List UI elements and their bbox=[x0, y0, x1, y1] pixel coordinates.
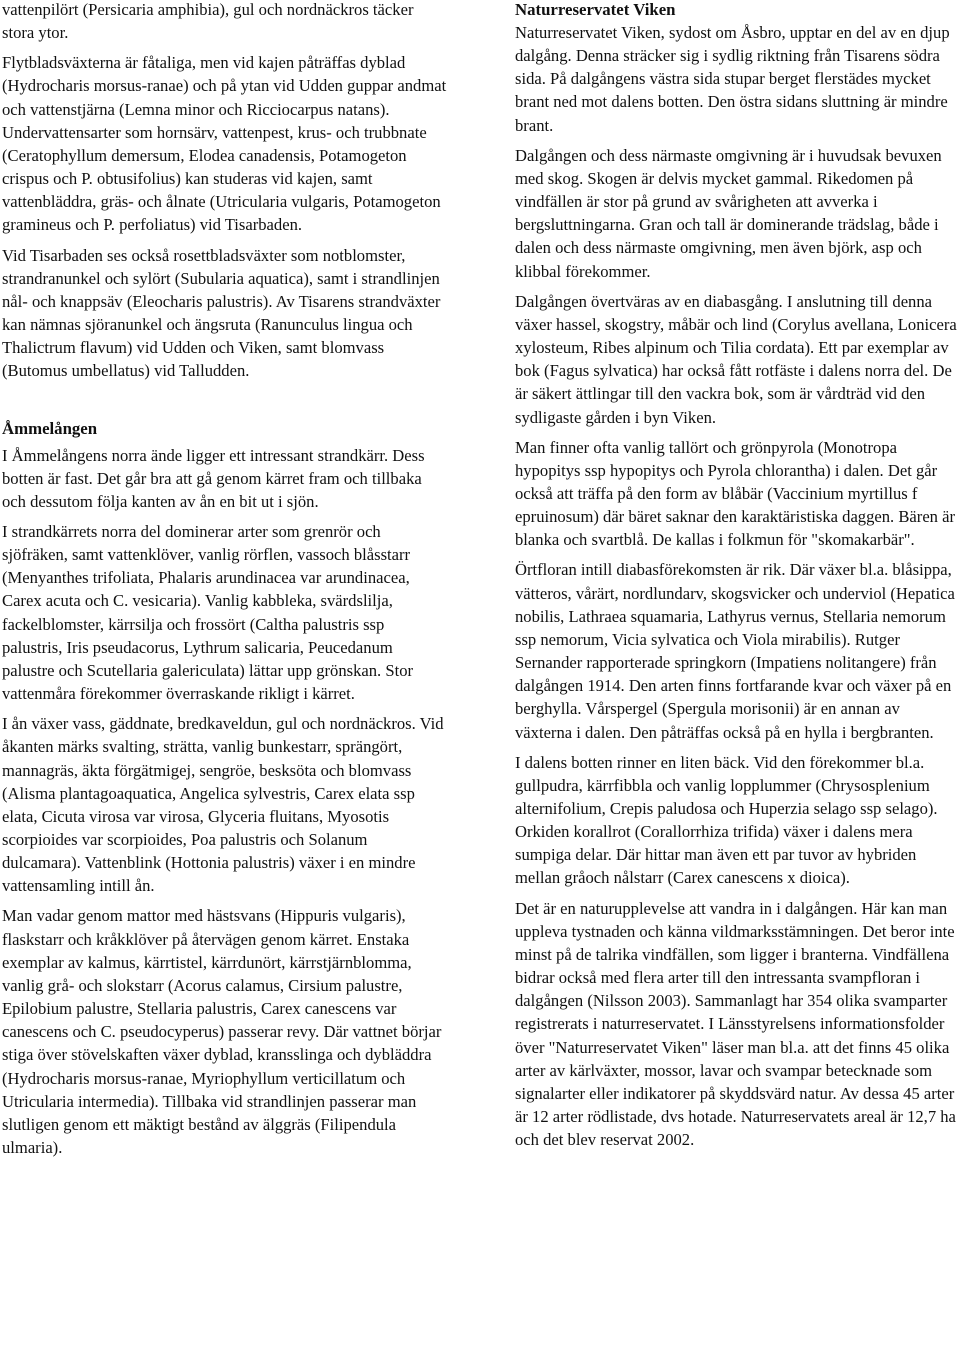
paragraph-flytbladsvaxter: Flytbladsväxterna är fåtaliga, men vid kajen påträffas dyblad (Hydrocharis morsus-ranae) och på ytan vid Udden guppar andmat och vattenstjärna (Lemna minor och Ricciocarpus natans). Undervattensarter som hornsärv, vattenpest, krus- och trubbnate (Ceratophyllum demersum, Elodea canadensis, Potamogeton crispus och P. obtusifolius) kan studeras vid kajen, samt vattenbläddra, gräs- och ålnate (Utricularia vulgaris, Potamogeton gramineus och P. perfoliatus) vid Tisarbaden. bbox=[2, 53, 447, 235]
paragraph-persicaria: vattenpilört (Persicaria amphibia), gul och nordnäckros täcker stora ytor. bbox=[2, 0, 414, 43]
paragraph-i-an: I ån växer vass, gäddnate, bredkaveldun, gul och nordnäckros. Vid åkanten märks svalting, strätta, vanlig bunkestarr, sprängört, mannagräs, äkta förgätmigej, sengröe, besksöta och blomvass (Alisma plantagoaquatica, Angelica sylvestris, Carex elata ssp elata, Cicuta virosa var virosa, Glyceria fluitans, Myosotis scorpioides var scorpioides, Poa palustris och Solanum dulcamara). Vattenblink (Hottonia palustris) växer i en mindre vattensamling intill ån. bbox=[2, 714, 444, 896]
paragraph-naturupplevelse: Det är en naturupplevelse att vandra in i dalgången. Här kan man uppleva tystnaden och känna vildmarksstämningen. Det beror inte minst på de talrika vindfällen, som ligger i branterna. Vindfällena bidrar också med flera arter till den intressanta svampfloran i dalgången (Nilsson 2003). Sammanlagt har 354 olika svamparter registrerats i naturreservatet. I Länsstyrelsens informationsfolder över "Naturreservatet Viken" läser man bl.a. att det finns 45 olika arter av kärlväxter, mossor, lavar och svampar betecknade som signalarter eller indikatorer på skyddsvärd natur. Av dessa 45 arter är 12 arter rödlistade, dvs hotade. Naturreservatets areal är 12,7 ha och det blev reservat 2002. bbox=[515, 898, 956, 1150]
section-heading-ammelangen: Åmmelången bbox=[2, 418, 98, 438]
paragraph-strandkarr-norra-del: I strandkärrets norra del dominerar arter som grenrör och sjöfräken, samt vattenklöver, vanlig rörflen, vassoch blåsstarr (Menyanthes trifoliata, Phalaris arundinacea var arundinacea, Carex acuta och C. vesicaria). Vanlig kabbleka, svärdslilja, fackelblomster, kärrsilja och frossört (Caltha palustris ssp palustris, Iris pseudacorus, Lythrum salicaria, Peucedanum palustre och Scutellaria galericulata) lättar upp grönskan. Stor vattenmåra förekommer överraskande rikligt i kärret. bbox=[2, 521, 414, 704]
paragraph-back: I dalens botten rinner en liten bäck. Vid den förekommer bl.a. gullpudra, kärrfibbla och vanlig lopplummer (Chrysosplenium alternifolium, Crepis paludosa och Huperzia selago ssp selago). Orkiden korallrot (Corallorrhiza trifida) växer i dalens mera sumpiga delar. Där hittar man även ett par tuvor av hybriden mellan gråoch nålstarr (Carex canescens x dioica). bbox=[515, 752, 938, 888]
paragraph-viken-intro: Naturreservatet Viken, sydost om Åsbro, upptar en del av en djup dalgång. Denna sträcker sig i sydlig riktning från Tisarens södra sida. På dalgångens västra sida stupar berget flerstädes mycket brant ned mot dalens botten. Den östra sidans sluttning är mindre brant. bbox=[515, 23, 950, 135]
left-column bbox=[2, 0, 448, 1166]
paragraph-skog: Dalgången och dess närmaste omgivning är i huvudsak bevuxen med skog. Skogen är delvis mycket gammal. Rikedomen på vindfällen är stor på grund av svårigheten att avverka i bergsluttningarna. Gran och tall är dominerande trädslag, både i dalen och dess närmaste omgivning, men även björk, asp och klibbal förekommer. bbox=[515, 145, 942, 281]
paragraph-tisarbaden: Vid Tisarbaden ses också rosettbladsväxter som notblomster, strandranunkel och sylört (Subularia aquatica), samt i strandlinjen nål- och knappsäv (Eleocharis palustris). Av Tisarens strandväxter kan nämnas sjöranunkel och ängsruta (Ranunculus lingua och Thalictrum flavum) vid Udden och Viken, samt blomvass (Butomus umbellatus) vid Talludden. bbox=[2, 245, 441, 381]
paragraph-tallort: Man finner ofta vanlig tallört och grönpyrola (Monotropa hypopitys ssp hypopitys och Pyrola chlorantha) i dalen. Det går också att träffa på den form av blåbär (Vaccinium myrtillus f epruinosum) där bäret saknar den karaktäristiska daggen. Bären är blanka och svartblå. De kallas i folkmun för "skomakarbär". bbox=[515, 437, 956, 550]
right-column bbox=[515, 0, 959, 1158]
paragraph-strandkarr: I Åmmelångens norra ände ligger ett intressant strandkärr. Dess botten är fast. Det går bra att gå genom kärret fram och tillbaka och dessutom följa kanten av ån en bit ut i sjön. bbox=[2, 445, 425, 511]
section-heading-naturreservatet-viken: Naturreservatet Viken bbox=[515, 0, 676, 19]
paragraph-diabasgang: Dalgången övertväras av en diabasgång. I anslutning till denna växer hassel, skogstry, måbär och lind (Corylus avellana, Lonicera xylosteum, Ribes alpinum och Tilia cordata). Ett par exemplar av bok (Fagus sylvatica) har också fått rotfäste i dalens norra del. De är säkert ättlingar till den vackra bok, som är vårdträd vid den sydligaste gården i byn Viken. bbox=[515, 291, 957, 427]
paragraph-atervagen: Man vadar genom mattor med hästsvans (Hippuris vulgaris), flaskstarr och kråkklöver på återvägen genom kärret. Enstaka exemplar av kalmus, kärrtistel, kärrdunört, kärrstjärnblomma, vanlig grå- och slokstarr (Acorus calamus, Cirsium palustre, Epilobium palustre, Stellaria palustris, Carex canescens var canescens och C. pseudocyperus) passerar revy. Där vattnet börjar stiga över stövelskaften växer dyblad, kransslinga och dybläddra (Hydrocharis morsus-ranae, Myriophyllum verticillatum och Utricularia intermedia). Tillbaka vid strandlinjen passerar man slutligen genom ett mäktigt bestånd av älggräs (Filipendula ulmaria). bbox=[2, 906, 442, 1158]
paragraph-ortfloran: Örtfloran intill diabasförekomsten är rik. Där växer bl.a. blåsippa, vätteros, vårärt, nordlundarv, skogsvicker och underviol (Hepatica nobilis, Lathraea squamaria, Lathyrus vernus, Stellaria nemorum ssp nemorum, Vicia sylvatica och Viola mirabilis). Rutger Sernander rapporterade springkorn (Impatiens nolitangere) från dalgången 1914. Den arten finns fortfarande kvar och växer på en berghylla. Vårspergel (Spergula morisonii) är en annan av växterna i dalen. Den påträffas också på en hylla i bergbranten. bbox=[515, 560, 955, 742]
